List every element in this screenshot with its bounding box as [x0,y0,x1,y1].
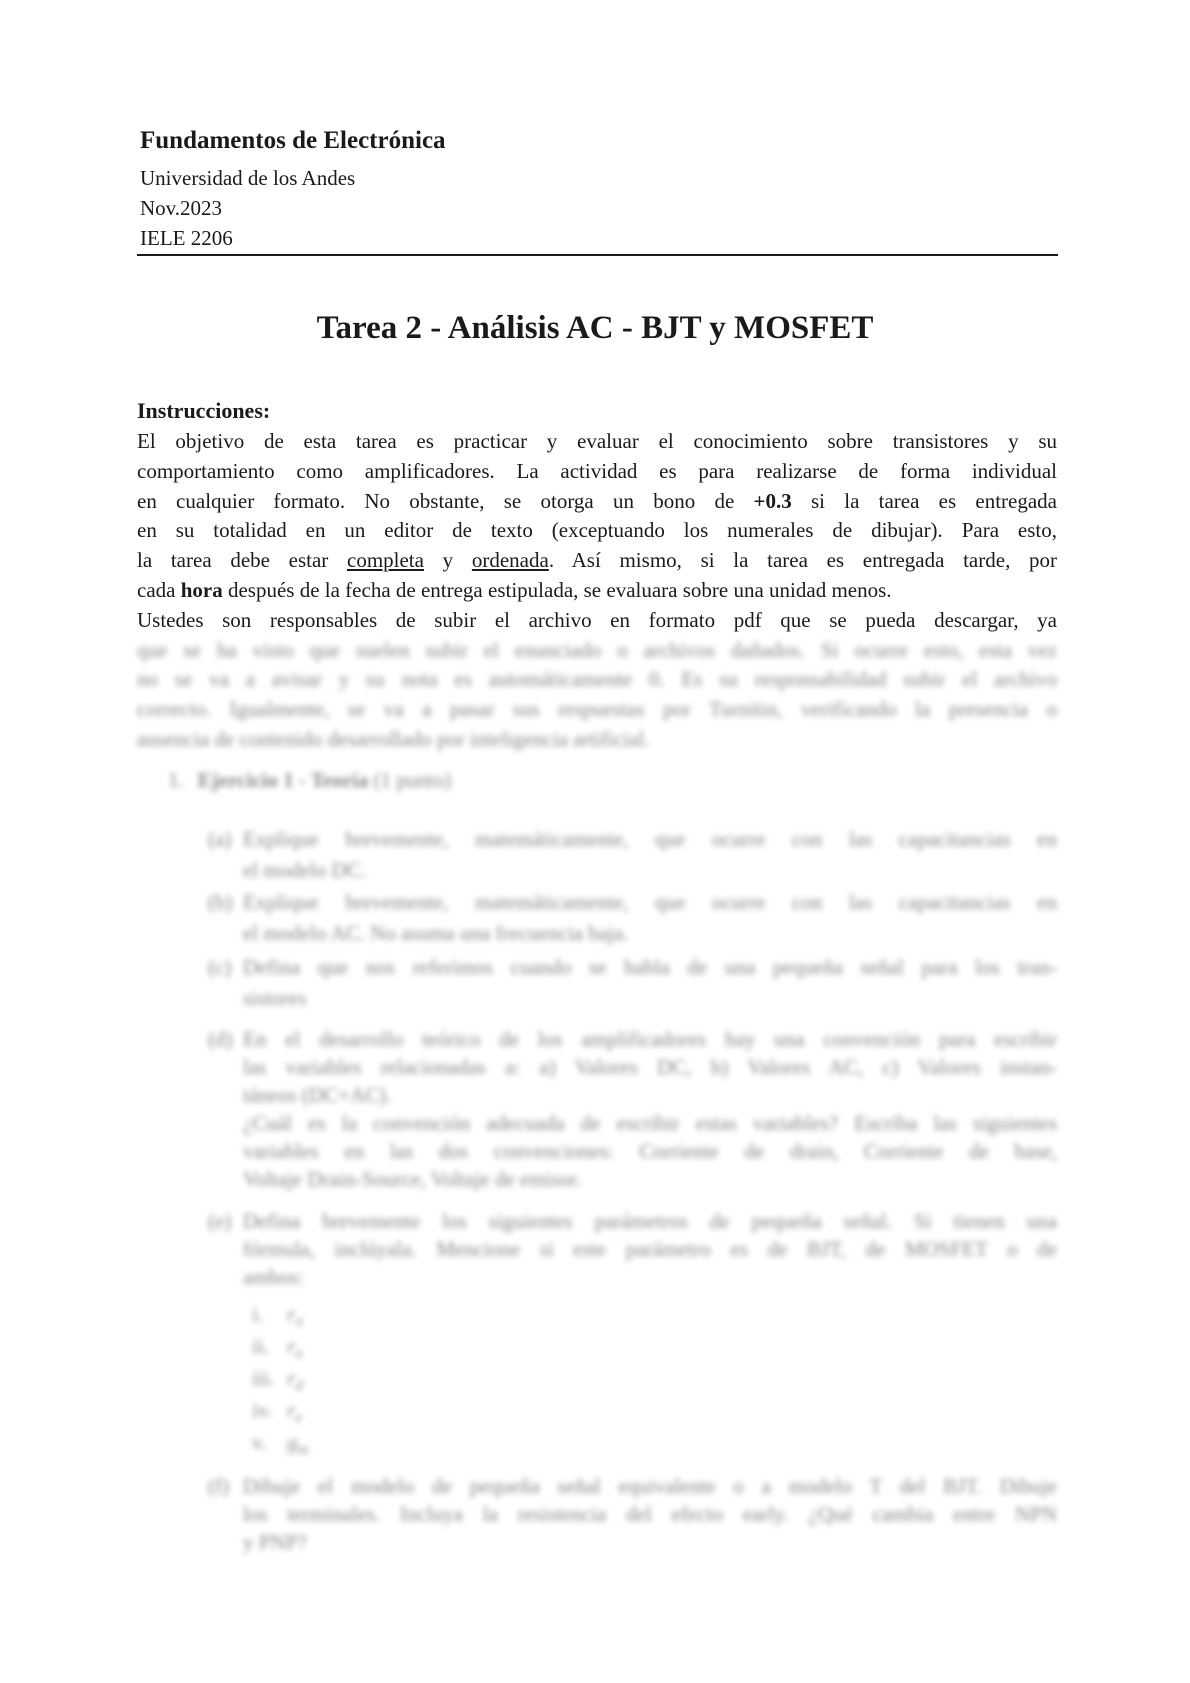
header-divider-rule [137,254,1058,256]
param-item [252,1429,308,1464]
instructions-line-text: en cualquier formato. No obstante, se otorga un bono de [137,489,754,513]
exercise-1-heading [168,767,1057,794]
param-symbol [287,1430,309,1459]
header-date: Nov.2023 [140,196,223,220]
param-item [252,1333,303,1368]
param-symbol [287,1366,303,1395]
header-course-code: IELE 2206 [140,226,233,250]
exercise-number: 1. [168,768,184,792]
param-symbol-base: r [287,1334,296,1358]
item-d-label: (d) [208,1027,233,1051]
item-a-line: Explique brevemente, matemáticamente, que ocurre con las capacitancias en [243,827,1057,851]
item-d-line: las variables relacionadas a: a) Valores DC, b) Valores AC, c) Valores instan- [243,1055,1057,1079]
param-symbol-sub: π [295,1314,303,1331]
instructions-line-blurred: ausencia de contenido desarrollado por inteligencia artificial. [137,727,650,751]
param-symbol [287,1398,302,1427]
instructions-line: Ustedes son responsables de subir el archivo en formato pdf que se pueda descargar, ya [137,608,1057,632]
instructions-line: El objetivo de esta tarea es practicar y evaluar el conocimiento sobre transistores y su [137,429,1057,453]
item-e-label: (e) [208,1209,232,1233]
param-symbol-sub: o [295,1346,303,1363]
item-f-label: (f) [208,1474,229,1498]
instructions-line-text: . Así mismo, si la tarea es entregada tarde, por [548,548,1058,572]
item-e-line: ambos: [243,1265,304,1289]
param-index: i. [252,1302,264,1326]
instructions-line-blurred: correcto. Igualmente, se va a pasar sus respuestas por Turnitin, verificando la presencia o [137,697,1057,721]
param-item [252,1301,303,1336]
param-symbol-base: r [287,1366,296,1390]
instructions-line-text: la tarea debe estar [137,548,347,572]
item-d-line: variables en las dos convenciones: Corriente de drain, Corriente de base, [243,1139,1057,1163]
item-b-line: Explique brevemente, matemáticamente, que ocurre con las capacitancias en [243,890,1057,914]
item-e-line: fórmula, inclúyala. Mencione si este parámetro es de BJT, de MOSFET o de [243,1237,1057,1261]
exercise-title: Ejercicio 1 - Teoría [197,768,369,792]
item-c-line: sistores [243,986,306,1010]
param-symbol-sub: d [295,1378,303,1395]
page-title: Tarea 2 - Análisis AC - BJT y MOSFET [316,310,874,346]
item-d-line: En el desarrollo teórico de los amplificadores hay una convención para escribir [243,1027,1057,1051]
instructions-line-text: y [423,548,472,572]
header-course-title: Fundamentos de Electrónica [140,127,446,154]
item-b-line: el modelo AC. No asuma una frecuencia baja. [243,921,629,945]
param-symbol-sub: m [297,1442,309,1459]
item-a-label: (a) [208,827,232,851]
instructions-line [137,488,1057,515]
item-c-line: Defina que nos referimos cuando se habla de una pequeña señal para los tran- [243,955,1057,979]
param-index: iii. [252,1366,275,1390]
param-index: v. [252,1430,267,1454]
instructions-line [137,547,1057,574]
param-symbol [287,1334,303,1363]
instructions-line-text: si la tarea es entregada [791,489,1057,513]
header-university: Universidad de los Andes [140,166,356,190]
param-item [252,1365,303,1400]
underlined-word-completa: completa [347,548,424,572]
param-symbol-base: g [287,1430,298,1454]
param-symbol [287,1302,303,1331]
instructions-line [137,577,1057,604]
item-f-line: Dibuje el modelo de pequeña señal equivalente o a modelo T del BJT. Dibuje [243,1474,1057,1498]
instructions-line-text: cada [137,578,181,602]
item-b-label: (b) [208,890,233,914]
instructions-line: en su totalidad en un editor de texto (exceptuando los numerales de dibujar). Para esto, [137,518,1057,542]
bold-word-hora: hora [180,578,223,602]
param-symbol-base: r [287,1398,296,1422]
item-d-line: Voltaje Drain-Source, Voltaje de emisor. [243,1167,582,1191]
param-symbol-sub: e [295,1410,302,1427]
instructions-line-blurred: no se va a avisar y su nota es automáticamente 0. Es su responsabilidad subir el archivo [137,667,1057,691]
instructions-line-blurred: que se ha visto que suelen subir el enunciado o archivos dañados. Si ocurre esto, esta vez [137,638,1057,662]
instructions-line-text: después de la fecha de entrega estipulada, se evaluara sobre una unidad menos. [222,578,892,602]
exercise-points: (1 punto) [373,768,452,792]
param-symbol-base: r [287,1302,296,1326]
item-a-line: el modelo DC. [243,858,367,882]
item-d-line: táneos (DC+AC). [243,1083,392,1107]
item-c-label: (c) [208,955,232,979]
item-d-line: ¿Cuál es la convención adecuada de escribir estas variables? Escriba las siguientes [243,1111,1057,1135]
instructions-heading: Instrucciones: [137,398,271,423]
underlined-word-ordenada: ordenada [471,548,549,572]
param-item [252,1397,302,1432]
item-f-line: los terminales. Incluya la resistencia del efecto early. ¿Qué cambia entre NPN [243,1502,1057,1526]
param-index: ii. [252,1334,269,1358]
instructions-line: comportamiento como amplificadores. La actividad es para realizarse de forma individual [137,459,1057,483]
item-f-line: y PNP? [243,1530,307,1554]
param-index: iv. [252,1398,273,1422]
item-e-line: Defina brevemente los siguientes parámetros de pequeña señal. Si tienen una [243,1209,1057,1233]
bonus-value: +0.3 [753,489,792,513]
